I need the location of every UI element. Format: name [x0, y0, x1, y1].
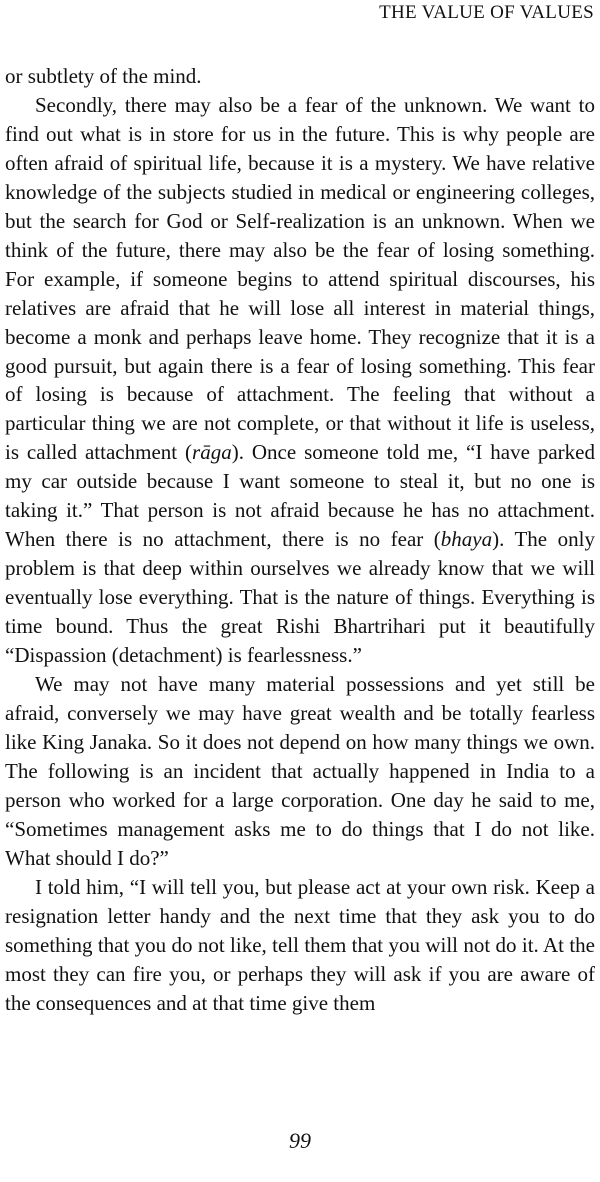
paragraph-text: ). The only problem is that deep within ourselves we already know that we will eventually lose everything. That is the nature of things. Everything is time bound. Thus the great Rishi Bhartrihari put it beautifully “Dispassion (detachment) is fearlessness.”: [5, 527, 595, 668]
paragraph-advice: [5, 873, 595, 1018]
paragraph-text: or subtlety of the mind.: [5, 64, 202, 88]
term-bhaya: bhaya: [440, 527, 493, 552]
paragraph-text: I told him, “I will tell you, but please act at your own risk. Keep a resignation letter handy and the next time that they ask you to do something that you do not like, tell them that you will not do it. At the most they can fire you, or perhaps they will ask if you are aware of the consequences and at that time give them: [5, 874, 595, 1015]
paragraph-fear-of-unknown: [5, 91, 595, 670]
page-number: 99: [289, 1128, 311, 1153]
term-raga: rāga: [192, 440, 232, 465]
page-body: [5, 62, 595, 1017]
paragraph-text: Secondly, there may also be a fear of the unknown. We want to find out what is in store for us in the future. This is why people are often afraid of spiritual life, because it is a mystery. We have relative knowledge of the subjects studied in medical or engineering colleges, but the search for God or Self-realization is an unknown. When we think of the future, there may also be the fear of losing something. For example, if someone begins to attend spiritual discourses, his relatives are afraid that he will lose all interest in material things, become a monk and perhaps leave home. They recognize that it is a good pursuit, but again there is a fear of losing something. This fear of losing is because of attachment. The feeling that without a particular thing we are not complete, or that without it life is useless, is called attachment (: [5, 92, 595, 465]
paragraph-text: ). Once someone told me, “I have parked my car outside because I want someone to steal it, but no one is taking it.” That person is not afraid because he has no attachment. When there is no attachment, there is no fear (: [5, 440, 595, 552]
running-head: THE VALUE OF VALUES: [379, 2, 594, 23]
paragraph-text: We may not have many material possessions and yet still be afraid, conversely we may have great wealth and be totally fearless like King Janaka. So it does not depend on how many things we own. The following is an incident that actually happened in India to a person who worked for a large corporation. One day he said to me, “Sometimes management asks me to do things that I do not like. What should I do?”: [5, 672, 595, 870]
paragraph-possessions: [5, 670, 595, 873]
paragraph-continuation: [5, 62, 595, 91]
